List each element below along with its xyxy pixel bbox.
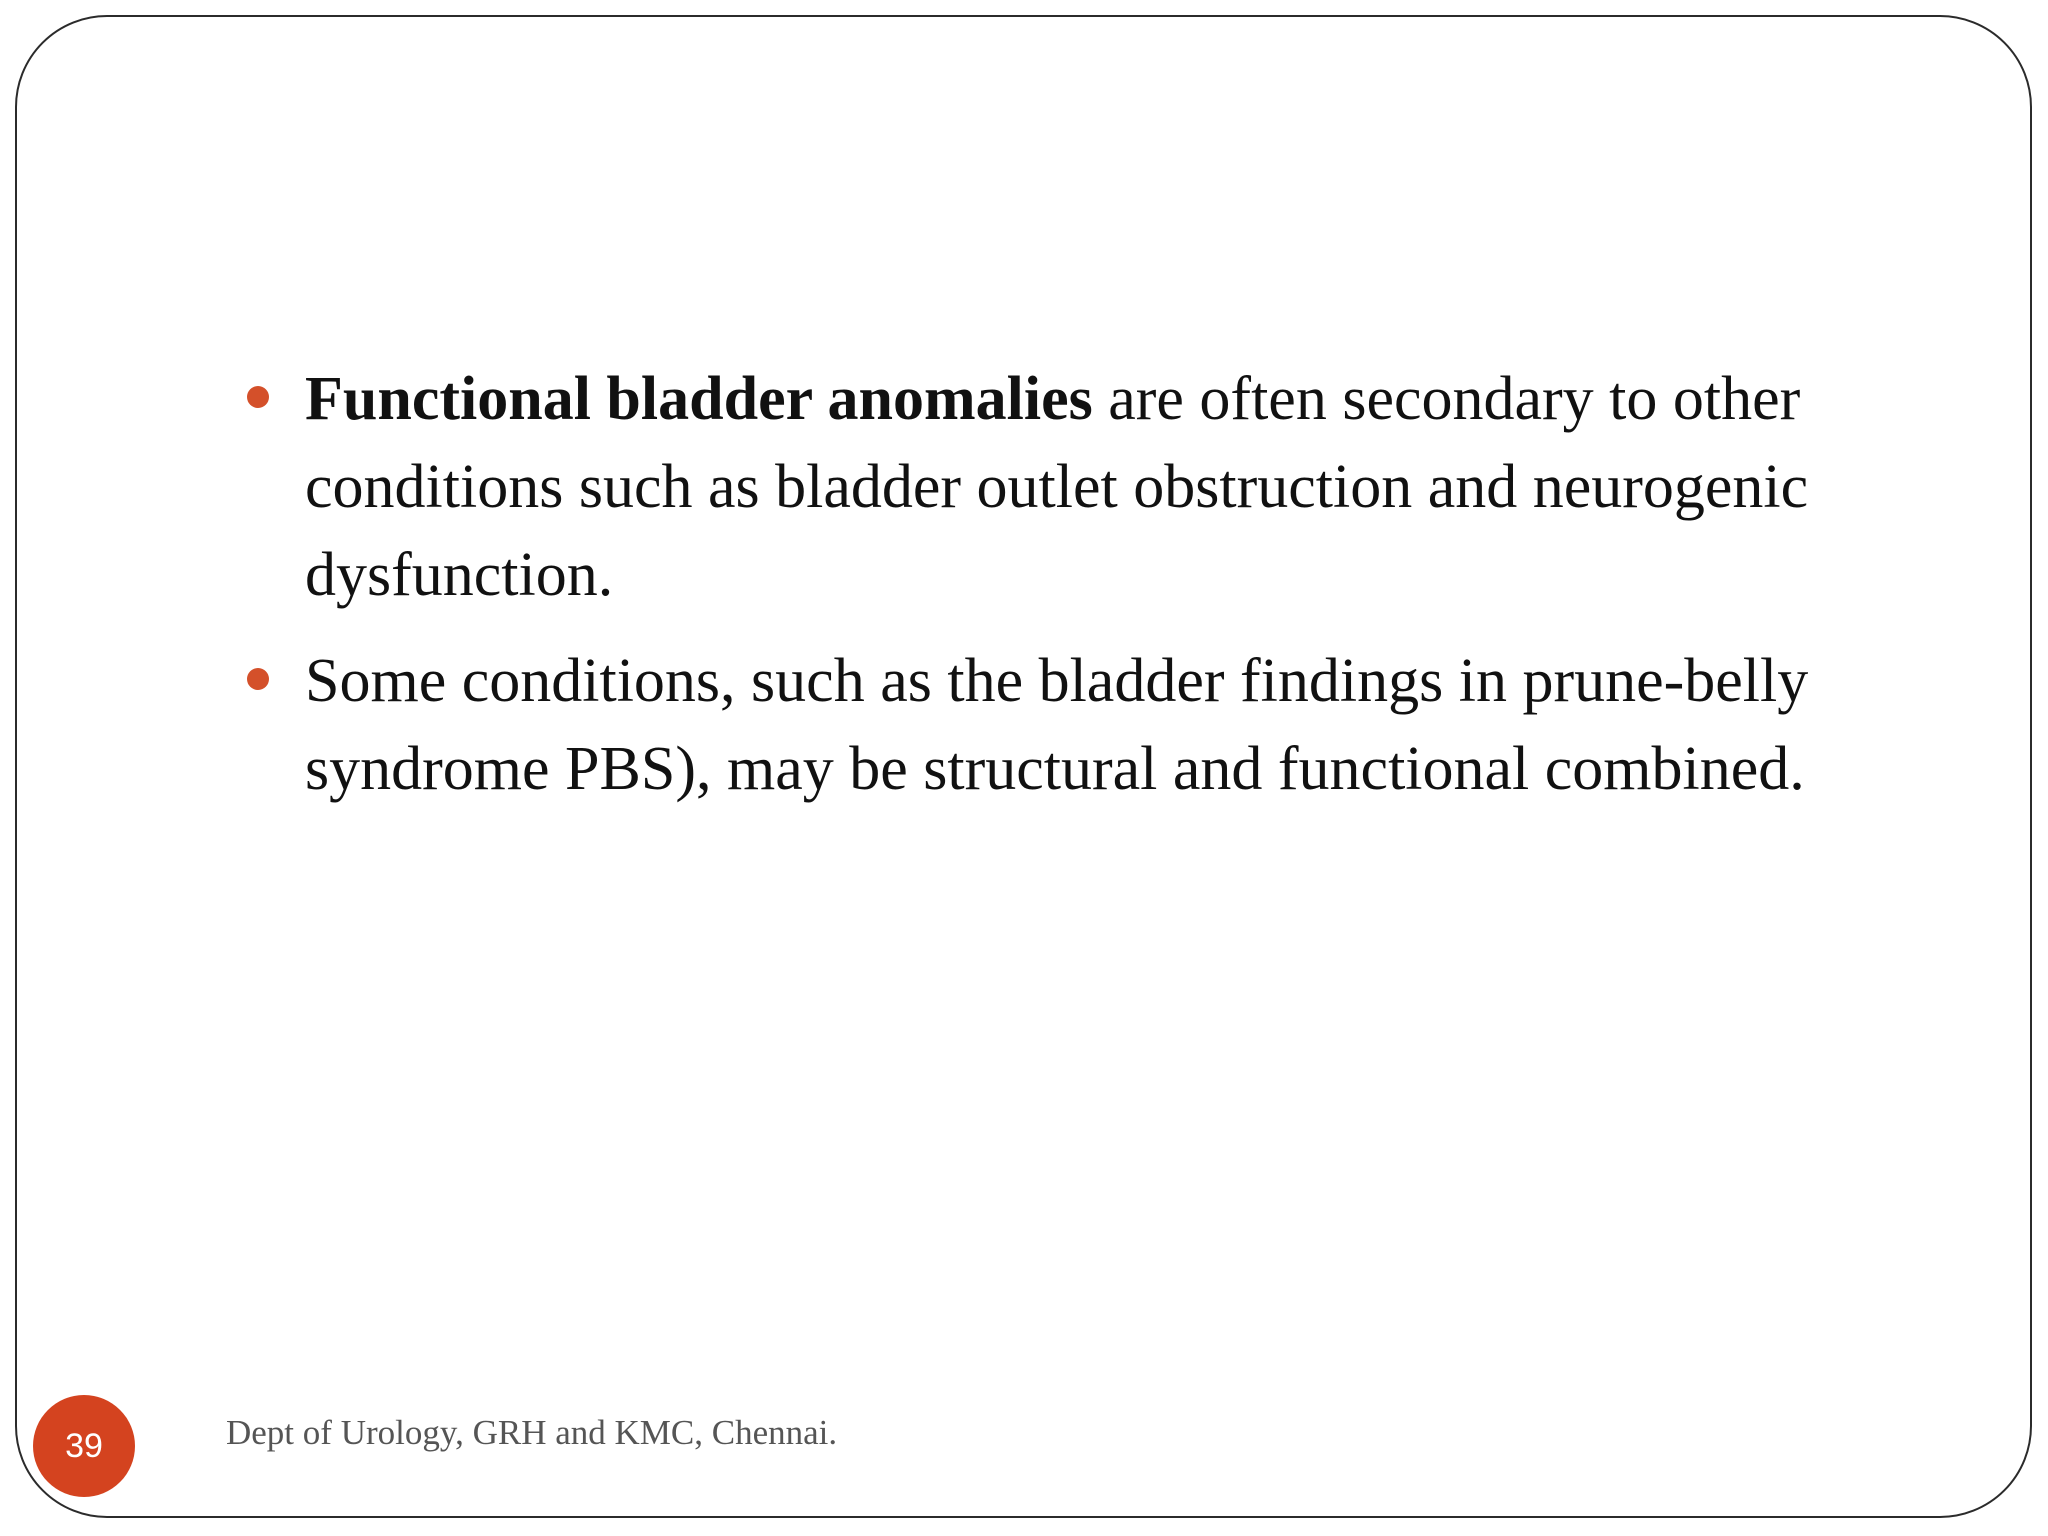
slide-body <box>247 355 1947 831</box>
bullet-dot-icon <box>247 668 269 690</box>
footer-text: Dept of Urology, GRH and KMC, Chennai. <box>226 1413 838 1452</box>
bullet-dot-icon <box>247 386 269 408</box>
bullet-item-2 <box>247 637 1947 813</box>
page-number-badge: 39 <box>33 1395 135 1497</box>
bullet-text: are often secondary to other conditions such as bladder outlet obstruction and neurogenic dysfunction. <box>305 365 1809 609</box>
bullet-item-1 <box>247 355 1947 619</box>
slide-frame <box>15 15 2032 1518</box>
bullet-text: Some conditions, such as the bladder findings in prune-belly syndrome PBS), may be structural and functional combined. <box>305 647 1809 803</box>
bullet-bold-term: Functional bladder anomalies <box>305 365 1093 433</box>
